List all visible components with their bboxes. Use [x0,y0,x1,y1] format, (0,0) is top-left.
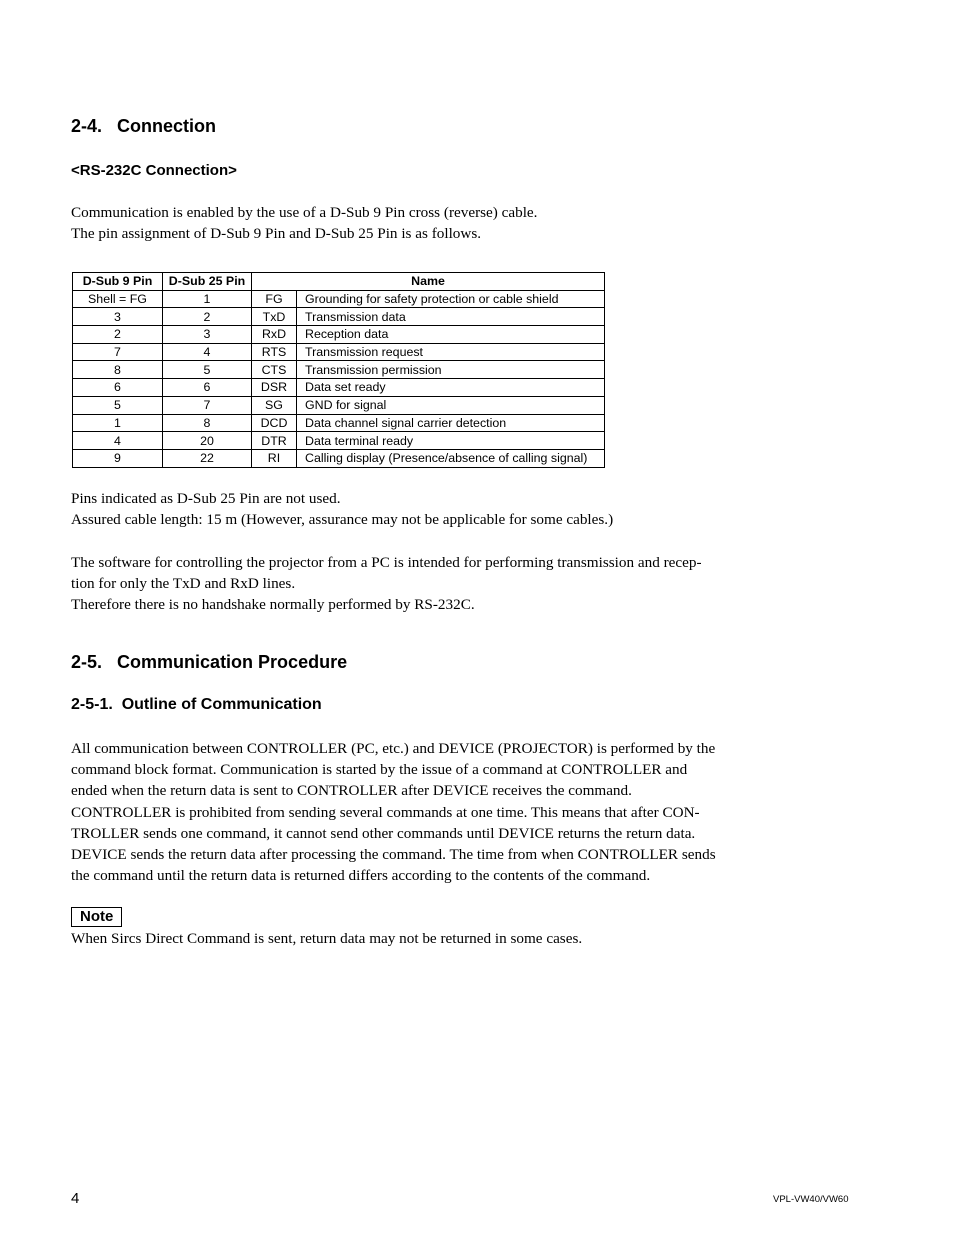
cell-signal: RxD [252,326,297,344]
cell-signal: CTS [252,361,297,379]
cell-description: Transmission permission [297,361,605,379]
text-line: CONTROLLER is prohibited from sending several commands at one time. This means that after CON- [71,803,700,821]
cell-dsub25: 22 [163,449,252,467]
outline-paragraph [71,738,716,886]
rs232c-subheading: <RS-232C Connection> [71,162,237,179]
cell-description: Data channel signal carrier detection [297,414,605,432]
cell-signal: SG [252,396,297,414]
table-row [73,379,605,397]
table-header-row [73,273,605,291]
cell-signal: DTR [252,432,297,450]
table-row [73,343,605,361]
text-line: Communication is enabled by the use of a D-Sub 9 Pin cross (reverse) cable. [71,204,538,221]
section-title: Communication Procedure [117,652,348,672]
text-line: DEVICE sends the return data after processing the command. The time from when CONTROLLER sends [71,846,716,864]
cell-dsub9: 3 [73,308,163,326]
text-line: Therefore there is no handshake normally performed by RS-232C. [71,596,475,614]
text-line: All communication between CONTROLLER (PC, etc.) and DEVICE (PROJECTOR) is performed by the [71,740,716,757]
cell-dsub9: 4 [73,432,163,450]
text-line: The pin assignment of D-Sub 9 Pin and D-Sub 25 Pin is as follows. [71,225,482,243]
cell-description: Transmission request [297,343,605,361]
cell-dsub25: 2 [163,308,252,326]
cell-description: Grounding for safety protection or cable shield [297,290,605,308]
cell-dsub9: 7 [73,343,163,361]
section-number: 2-4. [71,116,103,136]
table-row [73,396,605,414]
column-header-dsub9: D-Sub 9 Pin [73,273,163,291]
text-line: TROLLER sends one command, it cannot send other commands until DEVICE returns the return data. [71,824,696,842]
software-paragraph [71,552,702,616]
table-row [73,414,605,432]
cell-dsub25: 5 [163,361,252,379]
section-title: Connection [117,116,217,136]
subsection-title: Outline of Communication [121,696,322,713]
table-row [73,308,605,326]
text-line: tion for only the TxD and RxD lines. [71,575,296,593]
table-row [73,290,605,308]
cell-signal: RI [252,449,297,467]
cell-signal: TxD [252,308,297,326]
pin-assignment-table [72,272,605,468]
text-line: the command until the return data is returned differs according to the contents of the command. [71,867,651,885]
section-number: 2-5. [71,652,103,672]
section-heading-connection [71,116,216,137]
table-row [73,432,605,450]
cell-dsub25: 3 [163,326,252,344]
cell-dsub25: 8 [163,414,252,432]
section-heading-procedure [71,652,347,673]
column-header-name: Name [252,273,605,291]
note-label: Note [71,907,122,927]
text-line: When Sircs Direct Command is sent, return data may not be returned in some cases. [71,930,583,947]
cell-description: Calling display (Presence/absence of calling signal) [297,449,605,467]
text-line: The software for controlling the projector from a PC is intended for performing transmission and recep- [71,554,702,571]
cell-dsub25: 4 [163,343,252,361]
cell-description: Data terminal ready [297,432,605,450]
cell-signal: RTS [252,343,297,361]
cell-signal: FG [252,290,297,308]
cell-description: GND for signal [297,396,605,414]
cell-dsub25: 1 [163,290,252,308]
cell-signal: DCD [252,414,297,432]
model-name: VPL-VW40/VW60 [773,1194,849,1205]
connection-intro [71,202,537,244]
text-line: command block format. Communication is started by the issue of a command at CONTROLLER and [71,761,688,779]
cell-dsub9: 9 [73,449,163,467]
cell-description: Data set ready [297,379,605,397]
cell-dsub9: 5 [73,396,163,414]
cell-dsub9: 2 [73,326,163,344]
cell-description: Reception data [297,326,605,344]
text-line: Assured cable length: 15 m (However, assurance may not be applicable for some cables.) [71,511,614,529]
text-line: Pins indicated as D-Sub 25 Pin are not used. [71,490,341,507]
cell-dsub9: 6 [73,379,163,397]
cell-description: Transmission data [297,308,605,326]
page-number: 4 [71,1190,80,1207]
cell-dsub25: 20 [163,432,252,450]
subsection-heading-outline [71,696,322,714]
text-line: ended when the return data is sent to CONTROLLER after DEVICE receives the command. [71,782,632,800]
cell-dsub9: 1 [73,414,163,432]
cell-dsub9: Shell = FG [73,290,163,308]
table-row [73,326,605,344]
cell-dsub9: 8 [73,361,163,379]
subsection-number: 2-5-1. [71,696,113,713]
column-header-dsub25: D-Sub 25 Pin [163,273,252,291]
pin-notes [71,488,613,530]
note-text [71,928,582,949]
table-row [73,449,605,467]
cell-dsub25: 7 [163,396,252,414]
table-row [73,361,605,379]
cell-signal: DSR [252,379,297,397]
cell-dsub25: 6 [163,379,252,397]
